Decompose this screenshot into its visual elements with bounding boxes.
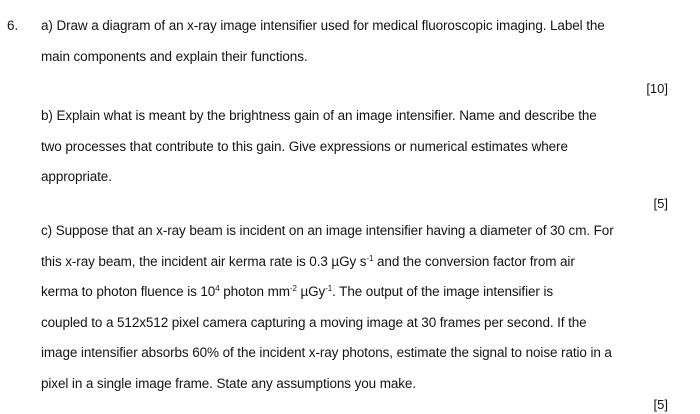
part-b-line-1: b) Explain what is meant by the brightness gain of an image intensifier. Name and describe the <box>41 108 597 123</box>
part-c-text <box>41 216 681 399</box>
part-b-line-3: appropriate. <box>41 169 112 184</box>
part-c-line-3 <box>41 277 681 308</box>
part-c-line-5: image intensifier absorbs 60% of the incident x-ray photons, estimate the signal to noise ratio in a <box>41 345 612 360</box>
part-c-line-3-superscript-1: 4 <box>215 284 220 293</box>
part-c-line-3-superscript-3: -1 <box>325 284 333 293</box>
part-c-line-3-superscript-2: -2 <box>289 284 297 293</box>
part-c-line-2 <box>41 247 681 278</box>
part-a-line-1: a) Draw a diagram of an x-ray image intensifier used for medical fluoroscopic imaging. Label the <box>41 18 605 33</box>
question-number: 6. <box>7 18 19 33</box>
part-b-marks: [5] <box>653 196 668 211</box>
part-c-line-3-text-c: µGy <box>296 284 326 299</box>
part-c-line-2-superscript: -1 <box>366 253 374 263</box>
part-c-marks: [5] <box>653 397 668 412</box>
part-c-line-2-text-b: and the conversion factor from air <box>373 253 575 269</box>
part-a-text <box>41 11 681 72</box>
part-c-line-3-text-a: kerma to photon fluence is 10 <box>41 284 216 299</box>
part-c-line-2-text-a: this x-ray beam, the incident air kerma rate is 0.3 µGy s <box>41 253 367 269</box>
part-c-line-1: c) Suppose that an x-ray beam is incident on an image intensifier having a diameter of 30 cm. For <box>41 223 614 238</box>
part-c-line-4: coupled to a 512x512 pixel camera capturing a moving image at 30 frames per second. If the <box>41 314 587 330</box>
part-b-line-2: two processes that contribute to this gain. Give expressions or numerical estimates where <box>41 138 568 154</box>
part-c-line-3-text-d: . The output of the image intensifier is <box>332 284 553 299</box>
part-c-line-6: pixel in a single image frame. State any assumptions you make. <box>41 375 416 391</box>
part-c-line-3-text-b: photon mm <box>219 284 290 299</box>
part-a-marks: [10] <box>646 81 668 96</box>
part-a-line-2: main components and explain their functions. <box>41 48 308 64</box>
part-b-text <box>41 101 681 193</box>
